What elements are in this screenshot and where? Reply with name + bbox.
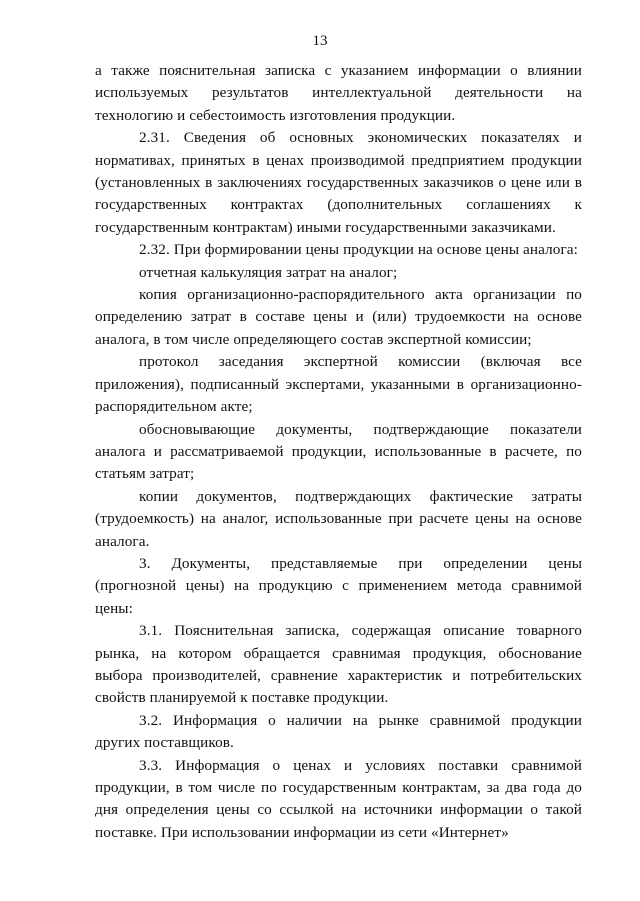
document-body	[95, 60, 582, 844]
paragraph-3-1: 3.1. Пояснительная записка, содержащая описание товарного рынка, на котором обращается сравнимая продукция, обоснование выбора производителей, сравнение характеристик и потребительских свойств планируемой к поставке продукции.	[95, 622, 582, 707]
page-number: 13	[312, 33, 328, 49]
list-item-supporting-docs: обосновывающие документы, подтверждающие показатели аналога и рассматриваемой продукции, использованные в расчете, по статьям затрат;	[95, 420, 582, 483]
paragraph-3-3: 3.3. Информация о ценах и условиях поставки сравнимой продукции, в том числе по государственным контрактам, за два года до дня определения цены со ссылкой на источники информации о такой поставке. При использовании информации из сети «Интернет»	[95, 756, 582, 841]
paragraph-2-31: 2.31. Сведения об основных экономических показателях и нормативах, принятых в ценах производимой предприятием продукции (установленных в заключениях государственных заказчиков о цене или в государственных контрактах (дополнительных соглашениях к государственным контрактам) иными государственными заказчиками.	[95, 129, 582, 236]
list-item-cost-docs: копии документов, подтверждающих фактические затраты (трудоемкость) на аналог, использованные при расчете цены на основе аналога.	[95, 487, 582, 550]
paragraph-continuation: а также пояснительная записка с указанием информации о влиянии используемых результатов интеллектуальной деятельности на технологию и себестоимость изготовления продукции.	[95, 62, 582, 124]
list-item-act-copy: копия организационно-распорядительного акта организации по определению затрат в составе цены и (или) трудоемкости на основе аналога, в том числе определяющего состав экспертной комиссии;	[95, 286, 582, 348]
paragraph-3: 3. Документы, представляемые при определении цены (прогнозной цены) на продукцию с применением метода сравнимой цены:	[95, 554, 582, 617]
paragraph-2-32: 2.32. При формировании цены продукции на основе цены аналога:	[139, 241, 578, 259]
paragraph-3-2: 3.2. Информация о наличии на рынке сравнимой продукции других поставщиков.	[95, 711, 582, 752]
list-item-protocol: протокол заседания экспертной комиссии (включая все приложения), подписанный экспертами, указанными в организационно-распорядительном акте;	[95, 353, 582, 416]
list-item-calculation: отчетная калькуляция затрат на аналог;	[139, 263, 398, 281]
